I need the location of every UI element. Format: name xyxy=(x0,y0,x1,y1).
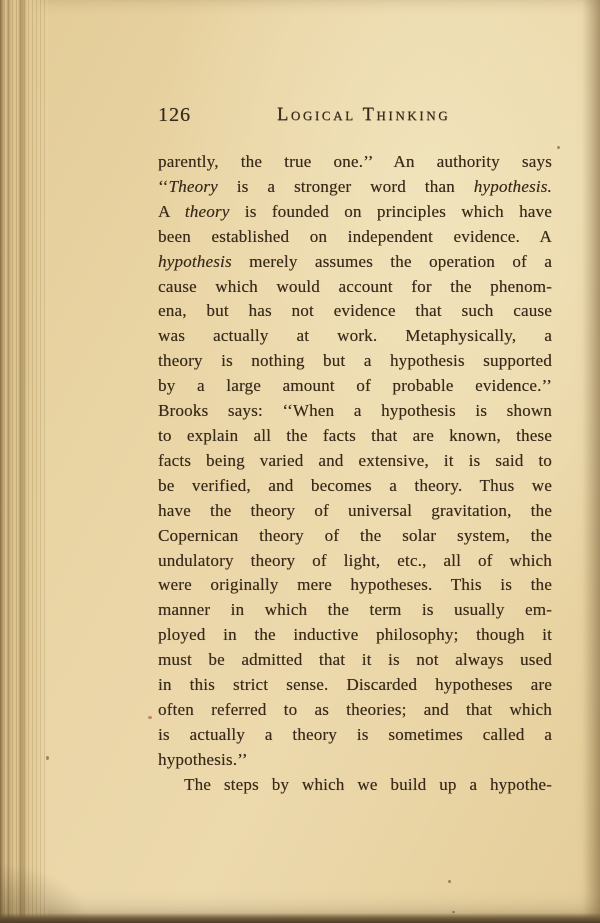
text-segment: parently, the true one.’’ An authority says xyxy=(158,152,552,171)
text-line xyxy=(158,474,552,499)
text-segment: A xyxy=(158,201,185,221)
text-segment: undulatory theory of light, etc., all of which xyxy=(158,550,552,570)
text-line xyxy=(158,299,552,324)
text-line xyxy=(158,250,552,275)
page-number: 126 xyxy=(158,104,191,126)
text-line xyxy=(158,449,552,474)
text-segment: ‘‘ xyxy=(158,176,169,196)
text-line xyxy=(158,623,552,648)
text-segment: merely assumes the operation of a xyxy=(231,251,552,271)
text-segment: is founded on principles which have xyxy=(229,201,552,221)
text-segment: have the theory of universal gravitation, the xyxy=(158,500,552,520)
text-segment: be verified, and becomes a theory. Thus we xyxy=(158,475,552,495)
text-line xyxy=(158,499,552,524)
italic-text: theory xyxy=(184,201,230,221)
italic-text: hypothesis xyxy=(158,251,232,271)
text-segment: must be admitted that it is not always used xyxy=(158,650,552,670)
right-edge-shadow xyxy=(582,0,600,923)
italic-text: hypothesis. xyxy=(473,176,552,196)
text-line xyxy=(158,175,552,200)
text-line xyxy=(158,673,552,698)
text-segment: manner in which the term is usually em- xyxy=(158,600,552,620)
text-line xyxy=(158,698,552,723)
paper-speck xyxy=(557,146,560,149)
book-page-edges xyxy=(0,0,48,923)
text-segment: cause which would account for the phenom- xyxy=(158,276,552,296)
text-segment: is actually a theory is sometimes called a xyxy=(158,724,552,744)
paper-speck xyxy=(46,756,49,760)
text-segment: is a stronger word than xyxy=(217,176,474,196)
text-segment: Copernican theory of the solar system, the xyxy=(158,525,552,545)
text-line xyxy=(158,648,552,673)
text-line xyxy=(158,349,552,374)
text-line xyxy=(158,524,552,549)
text-line xyxy=(158,748,552,773)
paper-speck xyxy=(448,880,451,883)
text-segment: in this strict sense. Discarded hypotheses are xyxy=(158,675,552,695)
text-line xyxy=(158,374,552,399)
text-line xyxy=(158,598,552,623)
text-line xyxy=(158,324,552,349)
italic-text: Theory xyxy=(168,176,218,196)
text-line xyxy=(158,573,552,598)
text-line xyxy=(158,549,552,574)
text-line xyxy=(158,200,552,225)
text-segment: been established on independent evidence. A xyxy=(158,226,552,246)
running-title: Logical Thinking xyxy=(277,105,451,125)
text-line xyxy=(158,275,552,300)
text-segment: often referred to as theories; and that which xyxy=(158,699,552,719)
text-segment: facts being varied and extensive, it is said to xyxy=(158,450,552,470)
text-segment: hypothesis.’’ xyxy=(158,749,248,769)
text-line xyxy=(158,150,552,175)
bottom-edge-shadow xyxy=(0,913,600,923)
text-segment: to explain all the facts that are known, these xyxy=(158,425,552,445)
page-header xyxy=(0,104,600,130)
text-segment: Brooks says: ‘‘When a hypothesis is shown xyxy=(158,401,552,421)
paper-speck xyxy=(452,911,455,913)
text-segment: theory is nothing but a hypothesis supported xyxy=(158,351,552,371)
text-segment: was actually at work. Metaphysically, a xyxy=(158,326,552,346)
text-segment: were originally mere hypotheses. This is the xyxy=(158,575,552,595)
text-line xyxy=(158,399,552,424)
text-segment: by a large amount of probable evidence.’’ xyxy=(158,376,552,396)
text-segment: ena, but has not evidence that such cause xyxy=(158,301,552,321)
page-body-text xyxy=(158,150,552,798)
text-segment: ployed in the inductive philosophy; though it xyxy=(158,625,552,645)
text-line xyxy=(158,225,552,250)
bottom-left-corner-shadow xyxy=(0,863,90,923)
text-segment: The steps by which we build up a hypothe- xyxy=(184,774,552,794)
paper-speck xyxy=(148,716,152,719)
text-line xyxy=(158,424,552,449)
text-line xyxy=(158,723,552,748)
text-line xyxy=(158,773,552,798)
